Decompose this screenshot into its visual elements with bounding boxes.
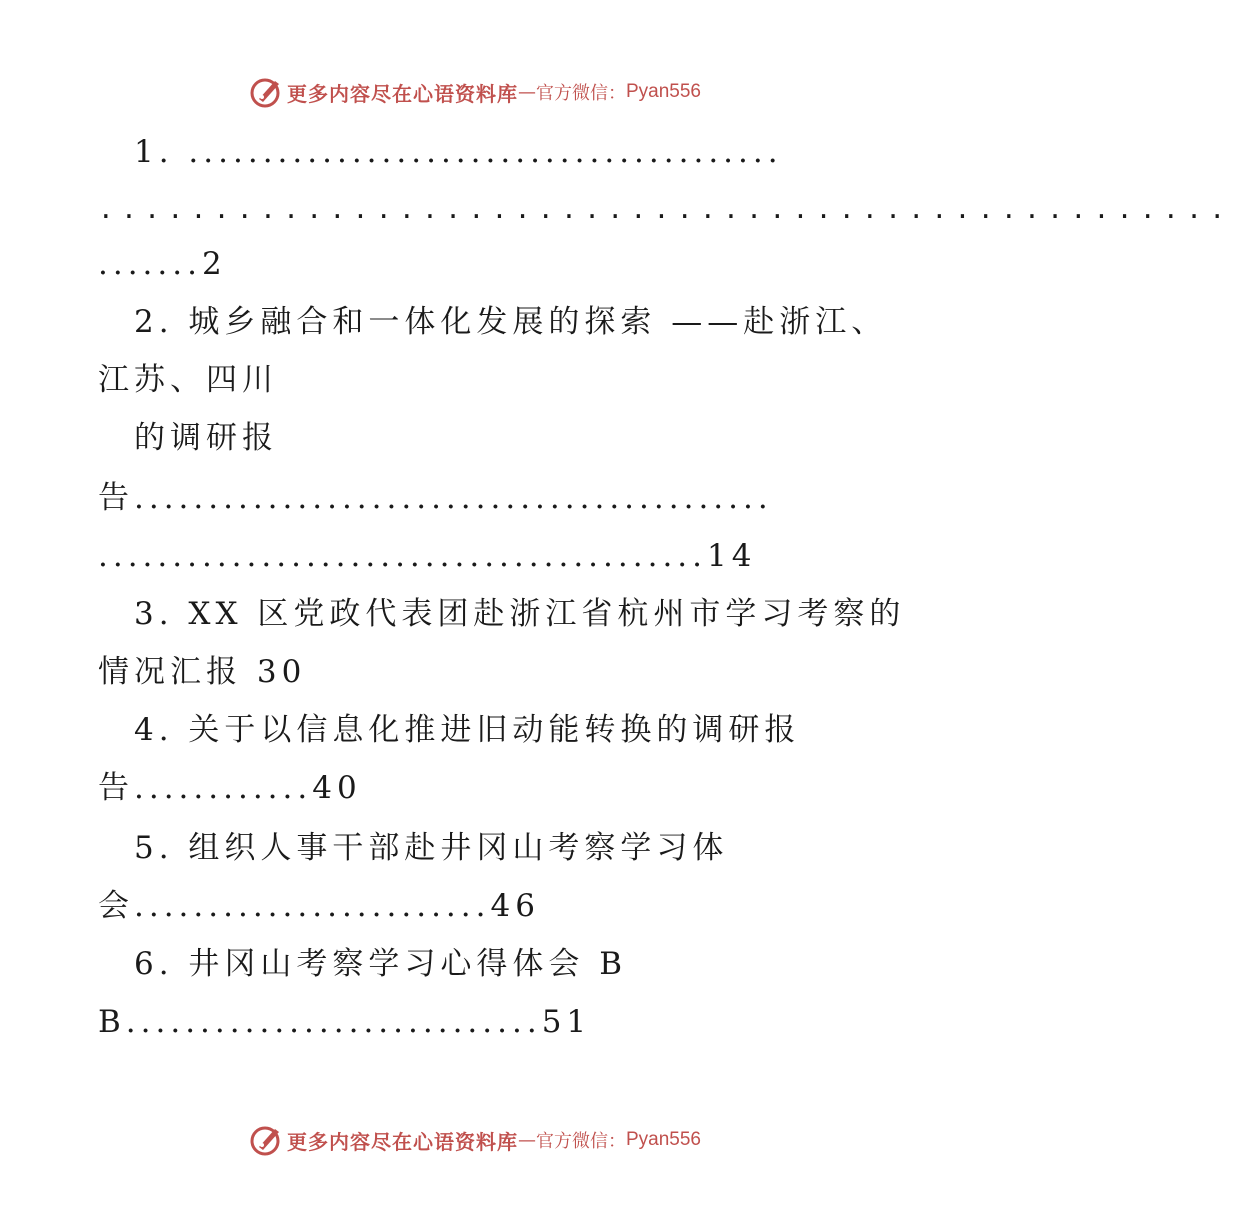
watermark-brand: 更多内容尽在心语资料库	[286, 1129, 518, 1154]
watermark-brand: 更多内容尽在心语资料库	[286, 81, 518, 106]
toc-entry-2-line-5: .........................................14	[98, 538, 757, 574]
toc-entry-4-line-2: 告............40	[98, 770, 362, 806]
toc-entry-5-line-2: 会........................46	[98, 888, 540, 924]
toc-entry-4-line-1: 4. 关于以信息化推进旧动能转换的调研报	[134, 712, 801, 748]
watermark-id: Pyan556	[625, 81, 701, 102]
toc-entry-2-line-1: 2. 城乡融合和一体化发展的探索 ——赴浙江、	[134, 304, 888, 340]
watermark-wechat: 官方微信：	[535, 83, 626, 104]
watermark-wechat: 官方微信：	[535, 1131, 626, 1152]
toc-entry-5-line-1: 5. 组织人事干部赴井冈山考察学习体	[134, 830, 729, 866]
watermark-header	[0, 72, 950, 112]
watermark-footer	[0, 1120, 950, 1160]
watermark-id: Pyan556	[625, 1129, 701, 1150]
watermark-dash: —	[517, 81, 536, 103]
toc-entry-6-line-2: B............................51	[98, 1004, 592, 1040]
toc-entry-3-line-2: 情况汇报 30	[98, 654, 307, 690]
toc-entry-6-line-1: 6. 井冈山考察学习心得体会 B	[134, 946, 628, 982]
watermark-dash: —	[517, 1129, 536, 1151]
pen-logo-icon	[249, 1123, 283, 1157]
toc-entry-1-line-1: 1. ........................................	[134, 134, 783, 170]
toc-entry-1-line-3: .......2	[98, 246, 227, 282]
toc-entry-3-line-1: 3. XX 区党政代表团赴浙江省杭州市学习考察的	[134, 596, 906, 632]
toc-entry-1-line-2: .................................................	[98, 195, 1233, 225]
toc-entry-2-line-3: 的调研报	[134, 420, 278, 456]
pen-logo-icon	[249, 75, 283, 109]
toc-entry-2-line-2: 江苏、四川	[98, 362, 278, 398]
toc-entry-2-line-4: 告...........................................	[98, 480, 773, 516]
